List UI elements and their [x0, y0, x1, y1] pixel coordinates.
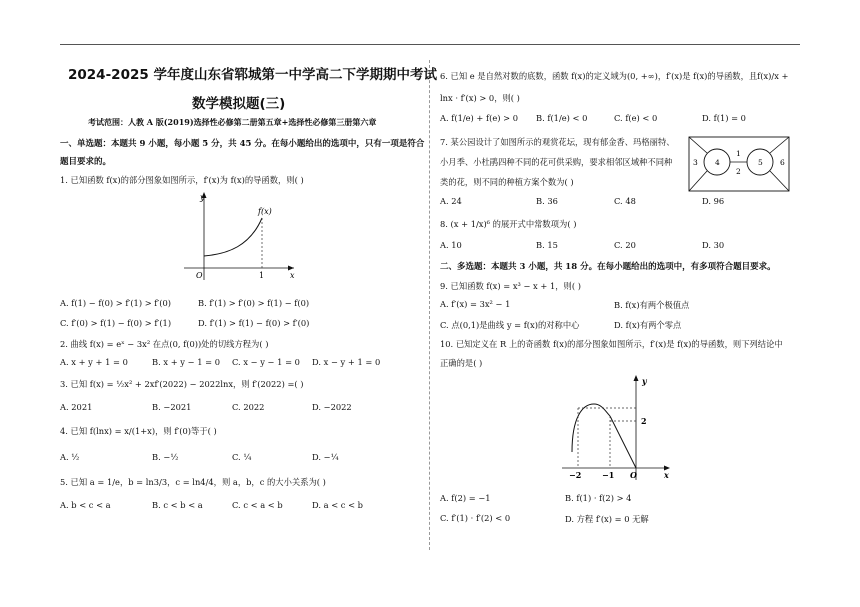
section-two-heading: 二、多选题：本题共 3 小题，共 18 分。在每小题给出的选项中，有多项符合题目要求。	[440, 262, 776, 272]
q10-stem: 10. 已知定义在 R 上的奇函数 f(x)的部分图象如图所示，f′(x)是 f(x)的导函数，则下列结论中	[440, 339, 783, 349]
q8-option-c[interactable]: C. 20	[614, 240, 636, 250]
q8-option-d[interactable]: D. 30	[702, 240, 725, 250]
q10-origin-label: O	[630, 470, 637, 480]
header-rule	[60, 44, 800, 45]
q3-option-c[interactable]: C. 2022	[232, 402, 265, 412]
q10-y-axis-label: y	[642, 376, 647, 386]
q10-option-a[interactable]: A. f(2) = −1	[440, 493, 491, 503]
q9-stem: 9. 已知函数 f(x) = x³ − x + 1，则( )	[440, 281, 581, 291]
q6-option-b[interactable]: B. f(1/e) < 0	[536, 113, 588, 123]
q10-graph	[558, 372, 678, 482]
q2-option-a[interactable]: A. x + y + 1 = 0	[60, 357, 128, 367]
q5-option-a[interactable]: A. b < c < a	[60, 500, 111, 510]
q7-flowerbed-diagram	[688, 136, 792, 194]
q4-option-b[interactable]: B. −½	[152, 452, 179, 462]
q1-tick-one: 1	[259, 271, 265, 280]
q4-stem: 4. 已知 f(lnx) = x/(1+x)，则 f′(0)等于( )	[60, 426, 217, 436]
section-one-heading-cont: 题目要求的。	[60, 157, 112, 167]
q1-x-axis-label: x	[290, 271, 295, 280]
q10-x-axis-label: x	[664, 470, 669, 480]
q1-origin-label: O	[196, 271, 203, 280]
q7-option-b[interactable]: B. 36	[536, 196, 558, 206]
region-label-5: 5	[758, 158, 763, 167]
q1-option-a[interactable]: A. f(1) − f(0) > f′(1) > f′(0)	[60, 298, 172, 308]
region-label-6: 6	[780, 158, 785, 167]
q5-option-c[interactable]: C. c < a < b	[232, 500, 283, 510]
exam-title: 2024-2025 学年度山东省郓城第一中学高二下学期期中考试	[68, 67, 437, 83]
q10-tick-neg-one: −1	[602, 470, 615, 480]
q2-option-c[interactable]: C. x − y − 1 = 0	[232, 357, 300, 367]
q8-option-a[interactable]: A. 10	[440, 240, 462, 250]
q7-stem-cont: 小月季、小杜鹃四种不同的花可供采购，要求相邻区域种不同种	[440, 157, 673, 167]
q2-option-d[interactable]: D. x − y + 1 = 0	[312, 357, 381, 367]
q5-option-b[interactable]: B. c < b < a	[152, 500, 203, 510]
column-divider	[429, 60, 430, 550]
q2-stem: 2. 曲线 f(x) = eˣ − 3x² 在点(0, f(0))处的切线方程为( )	[60, 339, 269, 349]
q6-stem-cont: lnx · f′(x) > 0，则( )	[440, 93, 520, 103]
q1-option-b[interactable]: B. f′(1) > f′(0) > f(1) − f(0)	[198, 298, 310, 308]
q5-stem: 5. 已知 a = 1/e，b = ln3/3，c = ln4/4，则 a，b，c 的大小关系为( )	[60, 477, 326, 487]
q10-stem-cont: 正确的是( )	[440, 358, 483, 368]
q1-option-d[interactable]: D. f′(1) > f(1) − f(0) > f′(0)	[198, 318, 310, 328]
region-label-3: 3	[693, 158, 698, 167]
q6-option-a[interactable]: A. f(1/e) + f(e) > 0	[440, 113, 518, 123]
q6-stem: 6. 已知 e 是自然对数的底数，函数 f(x)的定义域为(0, +∞)，f′(x)是 f(x)的导函数，且f(x)/x +	[440, 71, 789, 81]
q9-option-a[interactable]: A. f′(x) = 3x² − 1	[440, 299, 511, 309]
q3-option-a[interactable]: A. 2021	[60, 402, 93, 412]
q10-tick-neg-two: −2	[569, 470, 582, 480]
q9-option-c[interactable]: C. 点(0,1)是曲线 y = f(x)的对称中心	[440, 320, 580, 330]
q6-option-c[interactable]: C. f(e) < 0	[614, 113, 658, 123]
q3-option-d[interactable]: D. −2022	[312, 402, 352, 412]
exam-scope: 考试范围：人教 A 版(2019)选择性必修第二册第五章+选择性必修第三册第六章	[88, 117, 377, 127]
q10-tick-two: 2	[641, 416, 647, 426]
exam-subtitle: 数学模拟题(三)	[192, 96, 286, 112]
q4-option-d[interactable]: D. −¼	[312, 452, 339, 462]
q9-option-b[interactable]: B. f(x)有两个极值点	[614, 300, 690, 310]
q1-stem: 1. 已知函数 f(x)的部分图象如图所示，f′(x)为 f(x)的导函数，则( )	[60, 175, 304, 185]
q8-option-b[interactable]: B. 15	[536, 240, 558, 250]
q1-curve-label: f(x)	[258, 207, 272, 216]
section-one-heading: 一、单选题：本题共 9 小题，每小题 5 分，共 45 分。在每小题给出的选项中，只有一项是符合	[60, 139, 425, 149]
region-label-1: 1	[736, 149, 741, 158]
q8-stem: 8. (x + 1/x)⁶ 的展开式中常数项为( )	[440, 219, 577, 229]
q1-option-c[interactable]: C. f′(0) > f(1) − f(0) > f′(1)	[60, 318, 172, 328]
q10-option-b[interactable]: B. f(1) · f(2) > 4	[565, 493, 632, 503]
q7-option-c[interactable]: C. 48	[614, 196, 636, 206]
q4-option-a[interactable]: A. ½	[60, 452, 80, 462]
q7-stem: 7. 某公园设计了如图所示的观赏花坛，现有郁金香、玛格丽特、	[440, 137, 675, 147]
q7-stem-cont2: 类的花，则不同的种植方案个数为( )	[440, 177, 574, 187]
q7-option-d[interactable]: D. 96	[702, 196, 725, 206]
q7-option-a[interactable]: A. 24	[440, 196, 462, 206]
q5-option-d[interactable]: D. a < c < b	[312, 500, 363, 510]
q4-option-c[interactable]: C. ¼	[232, 452, 252, 462]
region-label-4: 4	[715, 158, 720, 167]
region-label-2: 2	[736, 167, 741, 176]
q3-option-b[interactable]: B. −2021	[152, 402, 192, 412]
q1-y-axis-label: y	[200, 193, 205, 202]
q2-option-b[interactable]: B. x + y − 1 = 0	[152, 357, 220, 367]
q10-option-d[interactable]: D. 方程 f′(x) = 0 无解	[565, 514, 649, 524]
q10-option-c[interactable]: C. f′(1) · f′(2) < 0	[440, 513, 511, 523]
q3-stem: 3. 已知 f(x) = ½x² + 2xf′(2022) − 2022lnx，则 f′(2022) =( )	[60, 379, 304, 389]
q1-graph	[180, 190, 300, 282]
q6-option-d[interactable]: D. f(1) = 0	[702, 113, 746, 123]
q9-option-d[interactable]: D. f(x)有两个零点	[614, 320, 682, 330]
